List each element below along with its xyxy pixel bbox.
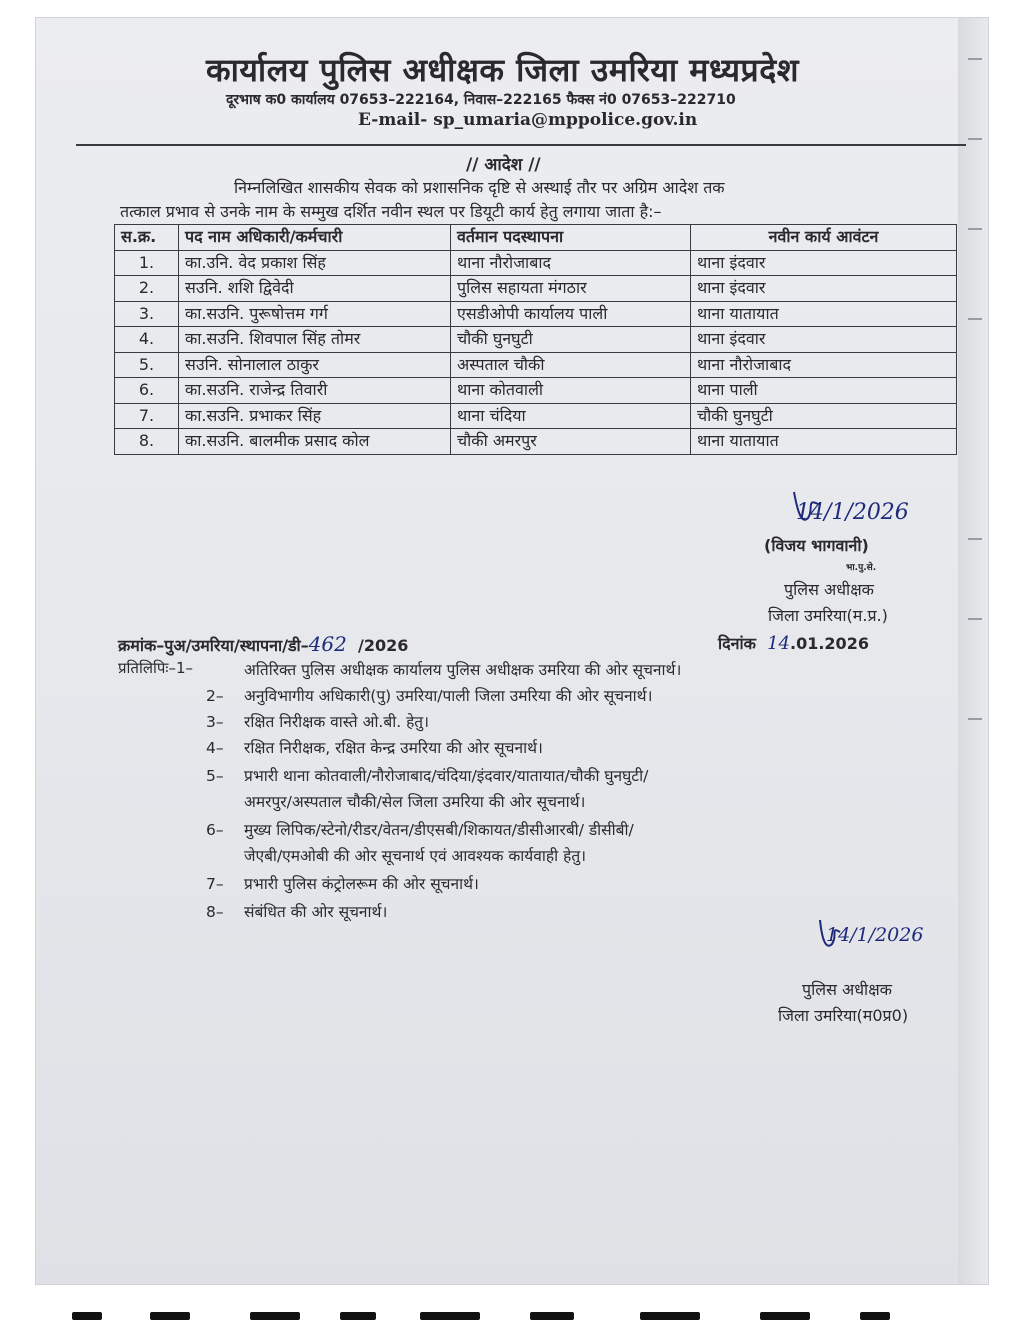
copy-item [206, 900, 387, 922]
copy-item-text: मुख्य लिपिक/स्टेनो/रीडर/वेतन/डीएसबी/शिकायत/डीसीआरबी/ डीसीबी/ [244, 821, 634, 839]
cell-name: का.सउनि. बालमीक प्रसाद कोल [179, 429, 451, 455]
copy-item-number: 8– [206, 903, 224, 921]
cell-new: थाना इंदवार [691, 327, 957, 353]
date-suffix: .01.2026 [790, 634, 869, 653]
cell-new: थाना यातायात [691, 429, 957, 455]
office-email-line: E-mail- sp_umaria@mppolice.gov.in [358, 110, 698, 130]
copy-item [206, 818, 634, 840]
copy-item-text: रक्षित निरीक्षक वास्ते ओ.बी. हेतु। [244, 713, 430, 731]
cell-name: का.सउनि. शिवपाल सिंह तोमर [179, 327, 451, 353]
cell-name: सउनि. शशि द्विवेदी [179, 276, 451, 302]
copy-item-text: प्रभारी थाना कोतवाली/नौरोजाबाद/चंदिया/इंदवार/यातायात/चौकी घुनघुटी/ [244, 767, 649, 785]
reference-suffix: /2026 [358, 636, 409, 655]
order-heading: // आदेश // [466, 155, 541, 175]
table-row [115, 352, 957, 378]
cell-current: थाना कोतवाली [451, 378, 691, 404]
cell-serial: 6. [115, 378, 179, 404]
document-photo [36, 18, 988, 1284]
signer-location: जिला उमरिया(म.प्र.) [768, 606, 888, 625]
table-row [115, 276, 957, 302]
cell-current: एसडीओपी कार्यालय पाली [451, 301, 691, 327]
cell-serial: 8. [115, 429, 179, 455]
copy-item-number: 6– [206, 821, 224, 839]
signature-date-handwritten: 14/1/2026 [796, 500, 909, 525]
reference-handwritten-number: 462 [308, 632, 347, 656]
cell-new: चौकी घुनघुटी [691, 403, 957, 429]
cell-current: अस्पताल चौकी [451, 352, 691, 378]
cell-serial: 1. [115, 250, 179, 276]
cell-serial: 4. [115, 327, 179, 353]
cell-new: थाना पाली [691, 378, 957, 404]
cell-serial: 3. [115, 301, 179, 327]
header-new-assignment: नवीन कार्य आवंटन [691, 225, 957, 251]
table-row [115, 301, 957, 327]
copy-item-text: जेएबी/एमओबी की ओर सूचनार्थ एवं आवश्यक कार्यवाही हेतु। [244, 847, 587, 865]
closing-signature-date-handwritten: 14/1/2026 [826, 924, 924, 946]
copy-item-number: 4– [206, 739, 224, 757]
header-divider [76, 144, 966, 146]
copy-item [206, 872, 479, 894]
order-date [718, 632, 869, 654]
closing-location: जिला उमरिया(म0प्र0) [778, 1006, 909, 1025]
copy-item-text: अमरपुर/अस्पताल चौकी/सेल जिला उमरिया की ओर सूचनार्थ। [244, 793, 586, 811]
cell-new: थाना इंदवार [691, 250, 957, 276]
cell-name: का.सउनि. राजेन्द्र तिवारी [179, 378, 451, 404]
copy-item [206, 684, 652, 706]
table-row [115, 378, 957, 404]
signer-name: (विजय भागवानी) [764, 536, 869, 555]
date-handwritten-day: 14 [767, 633, 790, 654]
copy-item-text: प्रभारी पुलिस कंट्रोलरूम की ओर सूचनार्थ। [244, 875, 479, 893]
copy-item [244, 844, 586, 866]
cropped-caption-fragment [0, 1298, 1024, 1320]
cell-name: सउनि. सोनालाल ठाकुर [179, 352, 451, 378]
header-current-posting: वर्तमान पदस्थापना [451, 225, 691, 251]
copy-item-text: अतिरिक्त पुलिस अधीक्षक कार्यालय पुलिस अधीक्षक उमरिया की ओर सूचनार्थ। [244, 661, 682, 679]
reference-number [118, 632, 408, 656]
copy-item-number: 2– [206, 687, 224, 705]
header-name: पद नाम अधिकारी/कर्मचारी [179, 225, 451, 251]
cell-new: थाना इंदवार [691, 276, 957, 302]
order-intro-line-2: तत्काल प्रभाव से उनके नाम के सम्मुख दर्शित नवीन स्थल पर डियूटी कार्य हेतु लगाया जाता है:– [120, 202, 662, 221]
copy-to-label: प्रतिलिपिः–1– [118, 659, 194, 677]
copy-item-text: रक्षित निरीक्षक, रक्षित केन्द्र उमरिया की ओर सूचनार्थ। [244, 739, 543, 757]
table-row [115, 250, 957, 276]
posting-table [114, 224, 957, 455]
cell-name: का.सउनि. प्रभाकर सिंह [179, 403, 451, 429]
order-intro-line-1: निम्नलिखित शासकीय सेवक को प्रशासनिक दृष्टि से अस्थाई तौर पर अग्रिम आदेश तक [234, 178, 725, 197]
cell-name: का.सउनि. पुरूषोत्तम गर्ग [179, 301, 451, 327]
cell-current: थाना चंदिया [451, 403, 691, 429]
copy-item [206, 764, 648, 786]
date-label: दिनांक [718, 634, 756, 653]
cell-name: का.उनि. वेद प्रकाश सिंह [179, 250, 451, 276]
signer-designation: पुलिस अधीक्षक [784, 580, 874, 599]
reference-prefix: क्रमांक–पुअ/उमरिया/स्थापना/डी– [118, 636, 309, 655]
office-phone-line: दूरभाष क0 कार्यालय 07653–222164, निवास–222165 फैक्स नं0 07653–222710 [226, 92, 736, 108]
cell-serial: 2. [115, 276, 179, 302]
cell-current: पुलिस सहायता मंगठार [451, 276, 691, 302]
copy-item [244, 658, 681, 680]
adjacent-page-edge [958, 18, 988, 1284]
table-header-row [115, 225, 957, 251]
cell-serial: 7. [115, 403, 179, 429]
signer-service: भा.पु.से. [846, 563, 877, 573]
closing-designation: पुलिस अधीक्षक [802, 980, 892, 999]
cell-new: थाना यातायात [691, 301, 957, 327]
copy-item-text: संबंधित की ओर सूचनार्थ। [244, 903, 388, 921]
header-serial: स.क्र. [115, 225, 179, 251]
table-row [115, 429, 957, 455]
copy-item [244, 790, 585, 812]
office-title: कार्यालय पुलिस अधीक्षक जिला उमरिया मध्यप्रदेश [206, 51, 800, 89]
table-row [115, 327, 957, 353]
copy-item-text: अनुविभागीय अधिकारी(पु) उमरिया/पाली जिला उमरिया की ओर सूचनार्थ। [244, 687, 653, 705]
copy-item [206, 736, 543, 758]
table-row [115, 403, 957, 429]
cell-serial: 5. [115, 352, 179, 378]
cell-current: थाना नौरोजाबाद [451, 250, 691, 276]
cell-new: थाना नौरोजाबाद [691, 352, 957, 378]
cell-current: चौकी अमरपुर [451, 429, 691, 455]
copy-item [206, 710, 429, 732]
copy-item-number: 7– [206, 875, 224, 893]
cell-current: चौकी घुनघुटी [451, 327, 691, 353]
copy-item-number: 5– [206, 767, 224, 785]
copy-item-number: 3– [206, 713, 224, 731]
